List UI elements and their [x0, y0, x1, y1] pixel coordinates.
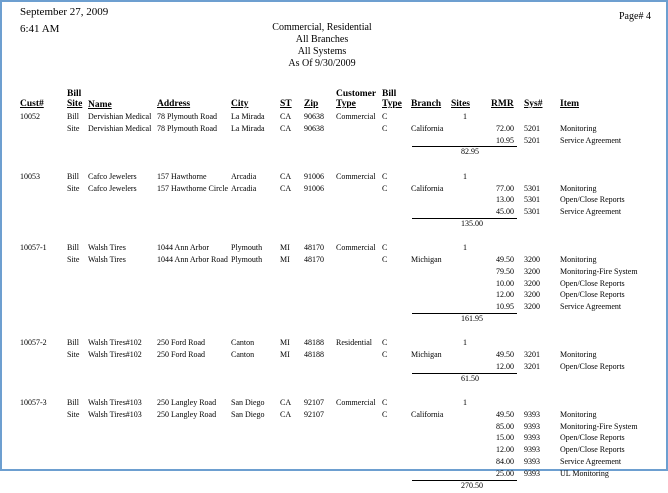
item-row: [2, 362, 666, 374]
rmr-cell: 77.00: [496, 183, 514, 193]
name-cell: Walsh Tires#103: [88, 398, 142, 407]
report-title-line-2: All Branches: [295, 34, 349, 45]
city-cell: Arcadia: [231, 183, 257, 193]
address-cell: 250 Langley Road: [157, 409, 217, 419]
name-cell: Walsh Tires#102: [88, 338, 142, 348]
bill-site-cell: Site: [67, 123, 80, 133]
city-cell: Canton: [231, 338, 255, 348]
bill-site-cell: Bill: [67, 112, 80, 121]
item-cell: Service Agreement: [560, 135, 622, 145]
sys-cell: 5301: [524, 183, 540, 193]
report-date: September 27, 2009: [20, 6, 109, 18]
item-cell: Open/Close Reports: [560, 445, 625, 455]
site-row: [2, 410, 666, 422]
item-cell: Service Agreement: [560, 457, 622, 466]
name-cell: Dervishian Medical: [88, 112, 152, 121]
bill-type-cell: C: [382, 409, 388, 419]
rmr-cell: 79.50: [496, 266, 514, 276]
name-cell: Walsh Tires: [88, 243, 126, 253]
item-cell: Open/Close Reports: [560, 433, 625, 443]
customer-type-cell: Commercial: [336, 112, 376, 121]
item-cell: UL Monitoring: [560, 468, 609, 478]
item-row: [2, 136, 666, 148]
address-cell: 250 Langley Road: [157, 398, 217, 407]
city-cell: Canton: [231, 350, 255, 360]
address-cell: 78 Plymouth Road: [157, 123, 218, 133]
item-row: [2, 469, 666, 481]
rmr-cell: 85.00: [496, 421, 514, 431]
bill-type-cell: C: [382, 255, 388, 264]
cust-number: 10052: [20, 112, 40, 121]
bill-site-cell: Bill: [67, 171, 80, 181]
sites-cell: 1: [463, 398, 467, 407]
zip-cell: 48170: [304, 255, 324, 264]
sys-cell: 3201: [524, 361, 540, 371]
col-st: ST: [280, 99, 292, 109]
item-cell: Monitoring: [560, 255, 597, 264]
item-cell: Service Agreement: [560, 302, 622, 312]
bill-row: [2, 243, 666, 255]
name-cell: Walsh Tires#103: [88, 409, 142, 419]
item-cell: Open/Close Reports: [560, 278, 625, 288]
bill-site-cell: Bill: [67, 398, 80, 407]
subtotal-row: [2, 314, 666, 326]
address-cell: 78 Plymouth Road: [157, 112, 218, 121]
name-cell: Cafco Jewelers: [88, 171, 137, 181]
report-title-line-4: As Of 9/30/2009: [288, 58, 356, 69]
item-cell: Monitoring: [560, 350, 597, 360]
address-cell: 157 Hawthorne: [157, 171, 207, 181]
item-cell: Open/Close Reports: [560, 290, 625, 300]
sys-cell: 3200: [524, 266, 540, 276]
bill-site-cell: Site: [67, 350, 80, 360]
address-cell: 1044 Ann Arbor: [157, 243, 209, 253]
sys-cell: 5301: [524, 207, 540, 217]
branch-cell: California: [411, 123, 444, 133]
bill-row: [2, 338, 666, 350]
item-cell: Monitoring-Fire System: [560, 266, 638, 276]
item-cell: Monitoring: [560, 123, 597, 133]
page-number: Page# 4: [619, 11, 651, 22]
item-cell: Monitoring: [560, 409, 597, 419]
site-row: [2, 255, 666, 267]
branch-cell: Michigan: [411, 350, 442, 360]
sys-cell: 9393: [524, 421, 540, 431]
subtotal-row: [2, 147, 666, 159]
zip-cell: 90638: [304, 123, 324, 133]
name-cell: Dervishian Medical: [88, 123, 152, 133]
col-sys: Sys#: [524, 99, 543, 109]
name-cell: Cafco Jewelers: [88, 183, 137, 193]
bill-row: [2, 398, 666, 410]
col-name: Name: [88, 100, 112, 110]
site-row: [2, 124, 666, 136]
branch-cell: California: [411, 183, 444, 193]
city-cell: Arcadia: [231, 171, 257, 181]
branch-cell: California: [411, 409, 444, 419]
city-cell: Plymouth: [231, 243, 263, 253]
state-cell: CA: [280, 123, 292, 133]
cust-number: 10057-2: [20, 338, 47, 348]
bill-site-cell: Site: [67, 255, 80, 264]
item-cell: Open/Close Reports: [560, 195, 625, 205]
rmr-cell: 49.50: [496, 409, 514, 419]
sys-cell: 3200: [524, 302, 540, 312]
col-bill-type-1: Bill: [382, 89, 397, 99]
item-row: [2, 457, 666, 469]
bill-site-cell: Bill: [67, 338, 80, 348]
sys-cell: 3200: [524, 255, 540, 264]
state-cell: CA: [280, 409, 292, 419]
city-cell: Plymouth: [231, 255, 263, 264]
name-cell: Walsh Tires: [88, 255, 126, 264]
sites-cell: 1: [463, 112, 467, 121]
bill-type-cell: C: [382, 338, 388, 348]
item-row: [2, 207, 666, 219]
rmr-cell: 12.00: [496, 361, 514, 371]
city-cell: San Diego: [231, 409, 265, 419]
zip-cell: 48188: [304, 350, 324, 360]
zip-cell: 48170: [304, 243, 324, 253]
rmr-cell: 10.95: [496, 135, 514, 145]
bill-site-cell: Bill: [67, 243, 80, 253]
item-row: [2, 433, 666, 445]
rmr-subtotal: 82.95: [461, 147, 479, 157]
bill-type-cell: C: [382, 398, 388, 407]
col-customer-type-2: Type: [336, 99, 356, 109]
branch-cell: Michigan: [411, 255, 442, 264]
sys-cell: 9393: [524, 433, 540, 443]
col-bill-site-2: Site: [67, 99, 83, 109]
customer-type-cell: Commercial: [336, 243, 376, 253]
sites-cell: 1: [463, 338, 467, 348]
state-cell: MI: [280, 350, 290, 360]
item-row: [2, 279, 666, 291]
rmr-cell: 84.00: [496, 457, 514, 466]
customer-type-cell: Commercial: [336, 398, 376, 407]
city-cell: La Mirada: [231, 112, 265, 121]
sys-cell: 5301: [524, 195, 540, 205]
col-cust: Cust#: [20, 99, 44, 109]
rmr-cell: 49.50: [496, 255, 514, 264]
col-bill-type-2: Type: [382, 99, 402, 109]
name-cell: Walsh Tires#102: [88, 350, 142, 360]
bill-site-cell: Site: [67, 183, 80, 193]
site-row: [2, 350, 666, 362]
rmr-cell: 49.50: [496, 350, 514, 360]
state-cell: MI: [280, 338, 290, 348]
bill-type-cell: C: [382, 112, 388, 121]
rmr-cell: 10.95: [496, 302, 514, 312]
state-cell: CA: [280, 398, 292, 407]
zip-cell: 92107: [304, 398, 324, 407]
rmr-subtotal: 270.50: [461, 480, 483, 490]
col-sites: Sites: [451, 99, 470, 109]
rmr-cell: 25.00: [496, 468, 514, 478]
sys-cell: 9393: [524, 468, 540, 478]
col-bill-site-1: Bill: [67, 89, 82, 99]
item-row: [2, 195, 666, 207]
rmr-cell: 45.00: [496, 207, 514, 217]
report-time: 6:41 AM: [20, 23, 60, 35]
rmr-cell: 12.00: [496, 445, 514, 455]
item-row: [2, 267, 666, 279]
rmr-cell: 15.00: [496, 433, 514, 443]
address-cell: 250 Ford Road: [157, 350, 205, 360]
state-cell: MI: [280, 255, 290, 264]
col-customer-type-1: Customer: [336, 89, 377, 99]
bill-type-cell: C: [382, 183, 388, 193]
item-cell: Monitoring-Fire System: [560, 421, 638, 431]
sys-cell: 9393: [524, 457, 540, 466]
sites-cell: 1: [463, 171, 467, 181]
customer-type-cell: Commercial: [336, 171, 376, 181]
state-cell: CA: [280, 183, 292, 193]
bill-row: [2, 172, 666, 184]
cust-number: 10057-1: [20, 243, 47, 253]
sys-cell: 9393: [524, 445, 540, 455]
sites-cell: 1: [463, 243, 467, 253]
sys-cell: 3200: [524, 278, 540, 288]
cust-number: 10053: [20, 171, 40, 181]
customer-type-cell: Residential: [336, 338, 372, 348]
col-branch: Branch: [411, 99, 442, 109]
item-cell: Open/Close Reports: [560, 361, 625, 371]
zip-cell: 48188: [304, 338, 324, 348]
rmr-cell: 72.00: [496, 123, 514, 133]
col-zip: Zip: [304, 99, 319, 109]
rmr-subtotal: 61.50: [461, 373, 479, 383]
item-row: [2, 290, 666, 302]
sys-cell: 9393: [524, 409, 540, 419]
zip-cell: 90638: [304, 112, 324, 121]
city-cell: San Diego: [231, 398, 265, 407]
report-title-line-1: Commercial, Residential: [272, 22, 372, 33]
col-rmr: RMR: [491, 99, 514, 109]
item-row: [2, 445, 666, 457]
site-row: [2, 184, 666, 196]
bill-type-cell: C: [382, 350, 388, 360]
state-cell: CA: [280, 112, 292, 121]
subtotal-row: [2, 374, 666, 386]
bill-type-cell: C: [382, 123, 388, 133]
bill-type-cell: C: [382, 243, 388, 253]
item-row: [2, 422, 666, 434]
col-item: Item: [560, 99, 579, 109]
sys-cell: 3201: [524, 350, 540, 360]
sys-cell: 3200: [524, 290, 540, 300]
subtotal-row: [2, 481, 666, 493]
col-address: Address: [157, 99, 191, 109]
item-row: [2, 302, 666, 314]
address-cell: 1044 Ann Arbor Road: [157, 255, 228, 264]
item-cell: Monitoring: [560, 183, 597, 193]
state-cell: CA: [280, 171, 292, 181]
bill-type-cell: C: [382, 171, 388, 181]
rmr-subtotal: 161.95: [461, 314, 483, 323]
zip-cell: 91006: [304, 171, 324, 181]
rmr-cell: 12.00: [496, 290, 514, 300]
zip-cell: 91006: [304, 183, 324, 193]
bill-site-cell: Site: [67, 409, 80, 419]
rmr-subtotal: 135.00: [461, 218, 483, 228]
sys-cell: 5201: [524, 123, 540, 133]
report-title-line-3: All Systems: [297, 46, 347, 57]
address-cell: 157 Hawthorne Circle: [157, 183, 229, 193]
rmr-cell: 10.00: [496, 278, 514, 288]
item-cell: Service Agreement: [560, 207, 622, 217]
city-cell: La Mirada: [231, 123, 265, 133]
state-cell: MI: [280, 243, 290, 253]
cust-number: 10057-3: [20, 398, 47, 407]
subtotal-row: [2, 219, 666, 231]
address-cell: 250 Ford Road: [157, 338, 205, 348]
bill-row: [2, 112, 666, 124]
sys-cell: 5201: [524, 135, 540, 145]
col-city: City: [231, 99, 249, 109]
zip-cell: 92107: [304, 409, 324, 419]
rmr-cell: 13.00: [496, 195, 514, 205]
